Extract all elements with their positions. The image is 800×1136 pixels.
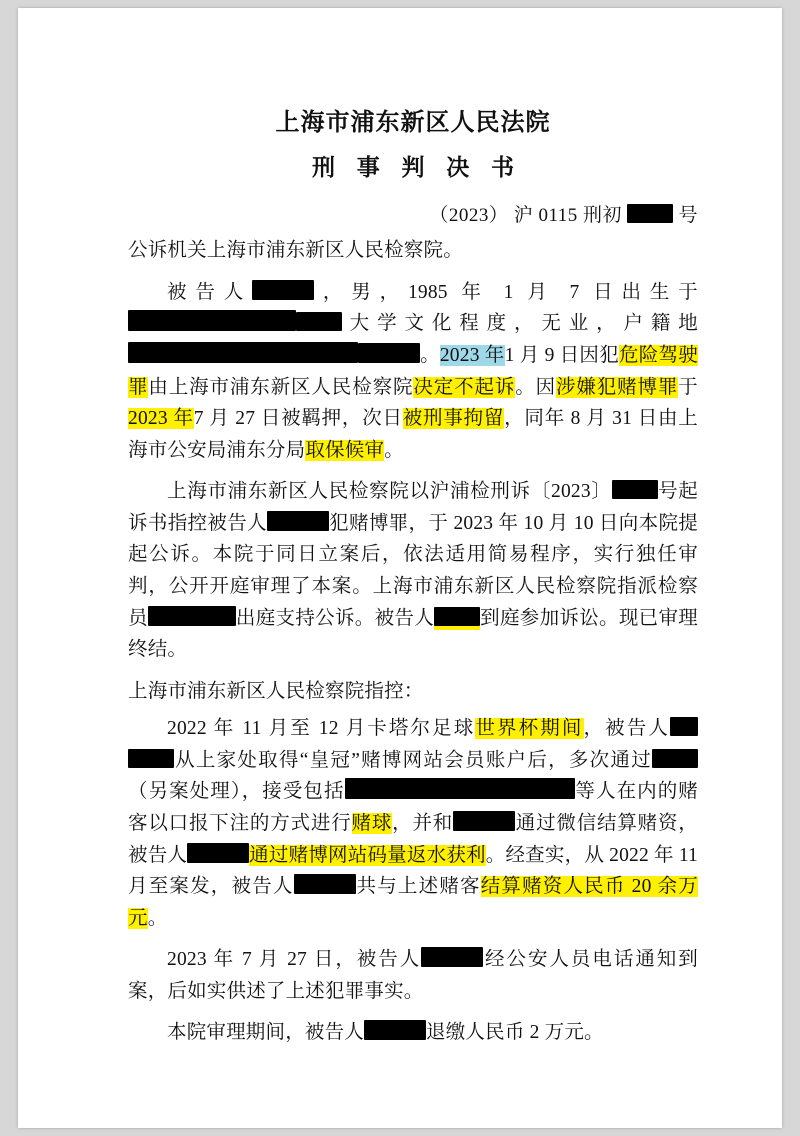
facts-text-g: 通过微信结算赌资，被告人 [128, 813, 698, 866]
defendant-bureau-text: ，同年 8 月 31 日由上海市公安局浦东分局 [128, 408, 698, 461]
facts-text-i: 共与上述赌客 [355, 876, 481, 898]
document-paper [18, 8, 782, 1128]
highlight-rebate-profit: 通过赌博网站码量返水获利 [249, 844, 486, 866]
indictment-text-d: 出庭支持公诉。被告人 [235, 607, 435, 629]
surrender-text-a: 2023 年 7 月 27 日，被告人 [167, 949, 422, 971]
redaction-education-prefix [296, 312, 342, 331]
highlight-bail-pending-trial: 取保候审 [305, 439, 385, 461]
accusation-head-text: 上海市浦东新区人民检察院指控： [128, 680, 424, 702]
defendant-text-at: 于 [678, 376, 698, 398]
facts-text-j: 。 [147, 907, 168, 929]
paragraph-surrender [128, 944, 698, 1007]
facts-text-h: 。经查实，从 2022 年 11 月至案发，被告人 [128, 844, 698, 898]
highlight-crime-dangerous-driving: 危险驾驶罪 [128, 344, 698, 398]
highlight-suspected-gambling-crime: 涉嫌犯赌博罪 [556, 376, 679, 398]
surrender-text-b: 经公安人员电话通知到案，后如实供述了上述犯罪事实。 [128, 949, 698, 1002]
paragraph-prosecutor [128, 235, 698, 267]
court-title: 上海市浦东新区人民法院 [275, 110, 551, 136]
redaction-prosecutor-name [148, 606, 236, 626]
indictment-text-b: 号起诉书指控被告人 [128, 481, 698, 534]
highlight-football-betting: 赌球 [351, 813, 393, 835]
indictment-text-e: 到庭参加诉讼。现已审理终结。 [128, 607, 698, 661]
redaction-person-2 [453, 811, 515, 831]
defendant-label: 被告人 [167, 281, 253, 303]
facts-text-f: ，并和 [392, 813, 454, 835]
defendant-period-2: 。 [384, 439, 404, 461]
redaction-defendant-name-5 [128, 749, 174, 768]
paragraph-refund [128, 1017, 698, 1049]
highlight-world-cup-period: 世界杯期间 [475, 718, 584, 740]
facts-text-d: （另案处理），接受包括 [128, 781, 345, 803]
refund-text-b: 退缴人民币 2 万元。 [426, 1022, 604, 1044]
redaction-indictment-number [612, 480, 658, 499]
redaction-defendant-name-9 [364, 1020, 426, 1040]
redaction-defendant-name-8 [421, 947, 483, 967]
highlight-year-2023-first: 2023 年 [439, 344, 505, 366]
defendant-detention-date: 7 月 27 日被羁押，次日 [193, 408, 403, 430]
redaction-household-address [128, 342, 358, 363]
defendant-date-text-1: 1 月 9 日因犯 [504, 344, 619, 366]
case-number-prefix: （2023） [429, 205, 509, 227]
indictment-text-a: 上海市浦东新区人民检察院以沪浦检刑诉〔2023〕 [167, 481, 612, 503]
indictment-text-c: 犯赌博罪，于 2023 年 10 月 10 日向本院提起公诉。本院于同日立案后，依法适用简易程序，实行独任审判，公开开庭审理了本案。上海市浦东新区人民检察院指派检察员 [128, 512, 698, 629]
redaction-defendant-name-6 [187, 843, 249, 863]
facts-text-a: 2022 年 11 月至 12 月卡塔尔足球 [167, 718, 476, 740]
document-body [128, 108, 698, 1049]
defendant-period-1: 。 [420, 344, 440, 366]
redaction-defendant-name-4 [670, 717, 698, 736]
defendant-education-text: 大学文化程度，无业，户籍地 [342, 313, 698, 335]
prosecutor-text: 公诉机关上海市浦东新区人民检察院。 [128, 240, 463, 262]
case-number-mid: 沪 0115 刑初 [513, 205, 622, 227]
paragraph-facts [128, 713, 698, 934]
redaction-person-1 [652, 749, 698, 768]
defendant-text-because: 。因 [515, 376, 557, 398]
redaction-birthplace [128, 310, 296, 331]
redaction-defendant-name-7 [294, 874, 356, 894]
paragraph-defendant-info [128, 277, 698, 466]
defendant-birth-text: ，男，1985 年 1 月 7 日出生于 [314, 281, 698, 303]
case-number-suffix: 号 [678, 205, 698, 227]
refund-text-a: 本院审理期间，被告人 [167, 1022, 365, 1044]
highlight-settled-amount: 结算赌资人民币 20 余万元 [128, 876, 698, 929]
redaction-defendant-name [252, 280, 314, 300]
facts-text-e: 等人在内的赌客以口报下注的方式进行 [128, 781, 699, 835]
paragraph-indictment [128, 476, 698, 665]
facts-text-c: 从上家处取得“皇冠”赌博网站会员账户后，多次通过 [174, 749, 652, 771]
redaction-household-address-2 [358, 343, 420, 363]
highlight-year-2023-second: 2023 年 [128, 408, 194, 430]
document-type-title: 刑 事 判 决 书 [312, 155, 522, 181]
paragraph-accusation-head [128, 676, 698, 708]
redaction-defendant-name-3 [434, 607, 480, 626]
highlight-criminal-detention: 被刑事拘留 [402, 408, 505, 430]
redaction-case-number [627, 204, 673, 223]
highlight-decision-not-prosecute: 决定不起诉 [413, 376, 516, 398]
facts-text-b: ，被告人 [583, 718, 670, 740]
redaction-gamblers-list [345, 778, 575, 799]
redaction-defendant-name-2 [267, 511, 329, 531]
defendant-procuratorate-text: 由上海市浦东新区人民检察院 [148, 376, 414, 398]
case-number [128, 200, 698, 227]
